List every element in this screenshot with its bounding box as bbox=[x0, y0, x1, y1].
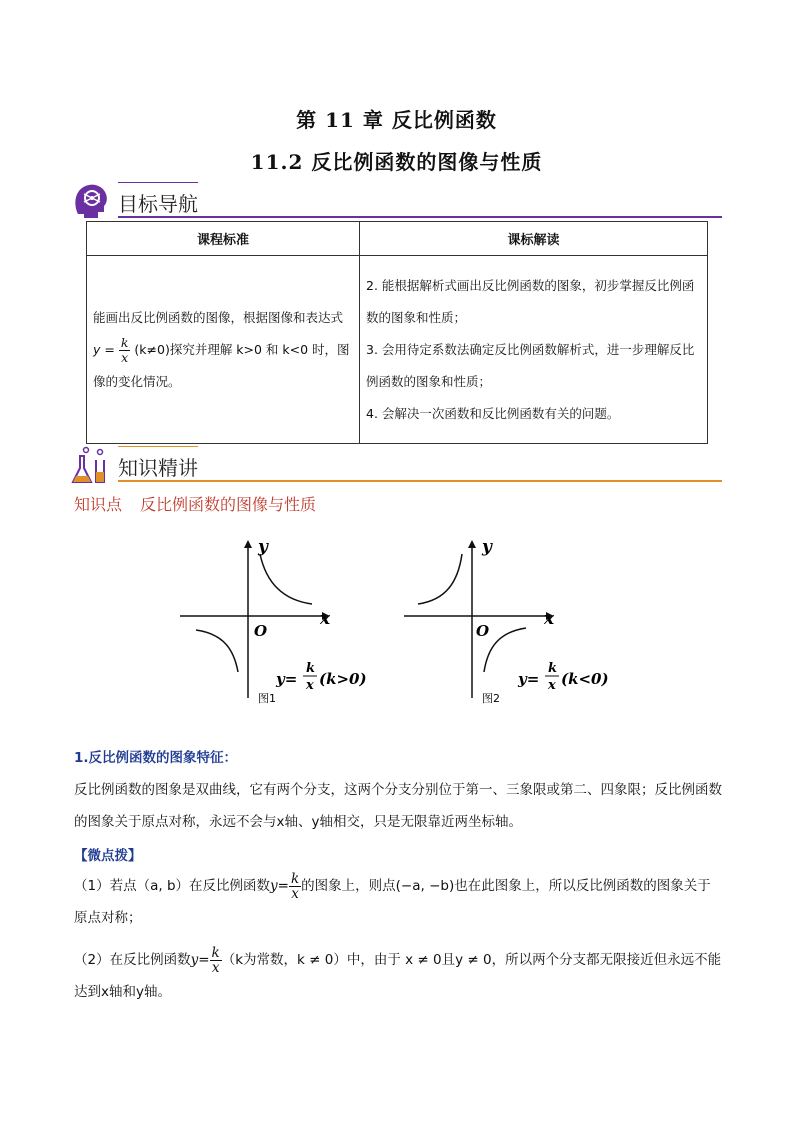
kp-prefix: 知识点 bbox=[74, 495, 123, 514]
brain-head-icon bbox=[70, 180, 112, 222]
svg-text:y=: y= bbox=[518, 670, 540, 688]
hyperbola-branch-q1 bbox=[260, 554, 312, 604]
y-axis-label: y bbox=[482, 537, 492, 557]
y-axis-arrow bbox=[244, 540, 252, 548]
formula-k-positive bbox=[275, 661, 367, 693]
table-cell-interpretation bbox=[360, 256, 708, 444]
tips-heading: 【微点拨】 bbox=[74, 848, 142, 864]
chapter-title: 第 11 章 反比例函数 bbox=[296, 108, 497, 132]
hyperbola-branch-q4 bbox=[484, 628, 526, 672]
x-axis-label: x bbox=[320, 609, 331, 629]
tip-item-1: （1）若点（a, b）在反比例函数y= $\frac{k}{x}$ 的图象上，则点(−a, −b)也在此图象上，所以反比例函数的图象关于原点对称； bbox=[74, 870, 711, 926]
hyperbola-branch-q2 bbox=[418, 554, 462, 604]
x-axis-label: x bbox=[544, 609, 555, 629]
svg-text:k: k bbox=[306, 661, 316, 676]
interpretation-item: 2. 能根据解析式画出反比例函数的图象，初步掌握反比例函数的图象和性质； bbox=[366, 277, 695, 325]
section-label-goals: 目标导航 bbox=[118, 192, 198, 216]
section-label-knowledge: 知识精讲 bbox=[118, 456, 198, 480]
table-header-standard: 课程标准 bbox=[87, 222, 360, 256]
svg-text:y=: y= bbox=[276, 670, 298, 688]
origin-label: O bbox=[476, 622, 490, 640]
tip2-text-a: （2）在反比例函数 bbox=[74, 952, 191, 968]
tip1-formula: y bbox=[270, 878, 278, 894]
formula-k-negative bbox=[517, 661, 609, 693]
formula-lhs: y = bbox=[93, 341, 115, 357]
table-cell-standard bbox=[87, 256, 360, 444]
standard-text-b: (k≠0)探究并理解 k>0 和 k<0 时，图像的变化情况。 bbox=[93, 341, 350, 389]
features-text: 反比例函数的图象是双曲线，它有两个分支，这两个分支分别位于第一、三象限或第二、四象限；反比例函数的图象关于原点对称，永远不会与x轴、y轴相交，只是无限靠近两坐标轴。 bbox=[74, 782, 722, 830]
figure-caption-1: 图1 bbox=[258, 692, 276, 705]
svg-text:(k<0): (k<0) bbox=[561, 670, 609, 688]
header-top-line bbox=[118, 446, 198, 447]
header-top-line bbox=[118, 182, 198, 183]
section-rule-purple bbox=[118, 216, 722, 218]
hyperbola-branch-q3 bbox=[196, 630, 238, 672]
fraction-k-over-x: $\frac{k}{x}$ bbox=[290, 870, 300, 902]
section-header-knowledge bbox=[70, 444, 722, 486]
tip-item-2: （2）在反比例函数y= $\frac{k}{x}$ （k为常数，k ≠ 0）中，由于 x ≠ 0且y ≠ 0，所以两个分支都无限接近但永远不能达到x轴和y轴。 bbox=[74, 944, 722, 1000]
svg-text:(k>0): (k>0) bbox=[319, 670, 367, 688]
svg-text:x: x bbox=[306, 678, 314, 693]
curriculum-table bbox=[86, 221, 708, 444]
fraction-k-over-x: $\frac{k}{x}$ bbox=[211, 944, 220, 976]
tip2-text-b: （k为常数，k ≠ 0）中，由于 x ≠ 0且y ≠ 0，所以两个分支都无限接近但永远不能达到x轴和y轴。 bbox=[74, 952, 722, 1000]
interpretation-item: 3. 会用待定系数法确定反比例函数解析式，进一步理解反比例函数的图象和性质； bbox=[366, 341, 695, 389]
knowledge-point-heading bbox=[74, 492, 334, 515]
section-title: 11.2 反比例函数的图像与性质 bbox=[250, 150, 543, 174]
graph-figure-1 bbox=[172, 532, 382, 712]
features-heading: 1.反比例函数的图象特征： bbox=[74, 750, 238, 766]
graph-figure-2 bbox=[396, 532, 616, 712]
table-header-interpretation: 课标解读 bbox=[360, 222, 708, 256]
interpretation-item: 4. 会解决一次函数和反比例函数有关的问题。 bbox=[366, 405, 620, 421]
tip1-text-b: 的图象上，则点(−a, −b)也在此图象上，所以反比例函数的图象关于原点对称； bbox=[74, 878, 711, 926]
tip2-formula: y bbox=[190, 952, 199, 968]
y-axis-arrow bbox=[468, 540, 476, 548]
tip1-text-a: （1）若点（a, b）在反比例函数 bbox=[74, 878, 271, 894]
svg-text:k: k bbox=[548, 661, 558, 676]
standard-text-a: 能画出反比例函数的图像，根据图像和表达式 bbox=[93, 309, 344, 325]
figure-caption-2: 图2 bbox=[482, 692, 500, 705]
svg-text:x: x bbox=[548, 678, 556, 693]
fraction-k-over-x: $\frac{k}{x}$ bbox=[120, 334, 129, 365]
kp-title: 反比例函数的图像与性质 bbox=[140, 495, 317, 514]
section-header-goals bbox=[70, 180, 722, 222]
section-rule-orange bbox=[118, 480, 722, 482]
origin-label: O bbox=[254, 622, 268, 640]
y-axis-label: y bbox=[258, 537, 268, 557]
flask-icon bbox=[70, 444, 112, 486]
